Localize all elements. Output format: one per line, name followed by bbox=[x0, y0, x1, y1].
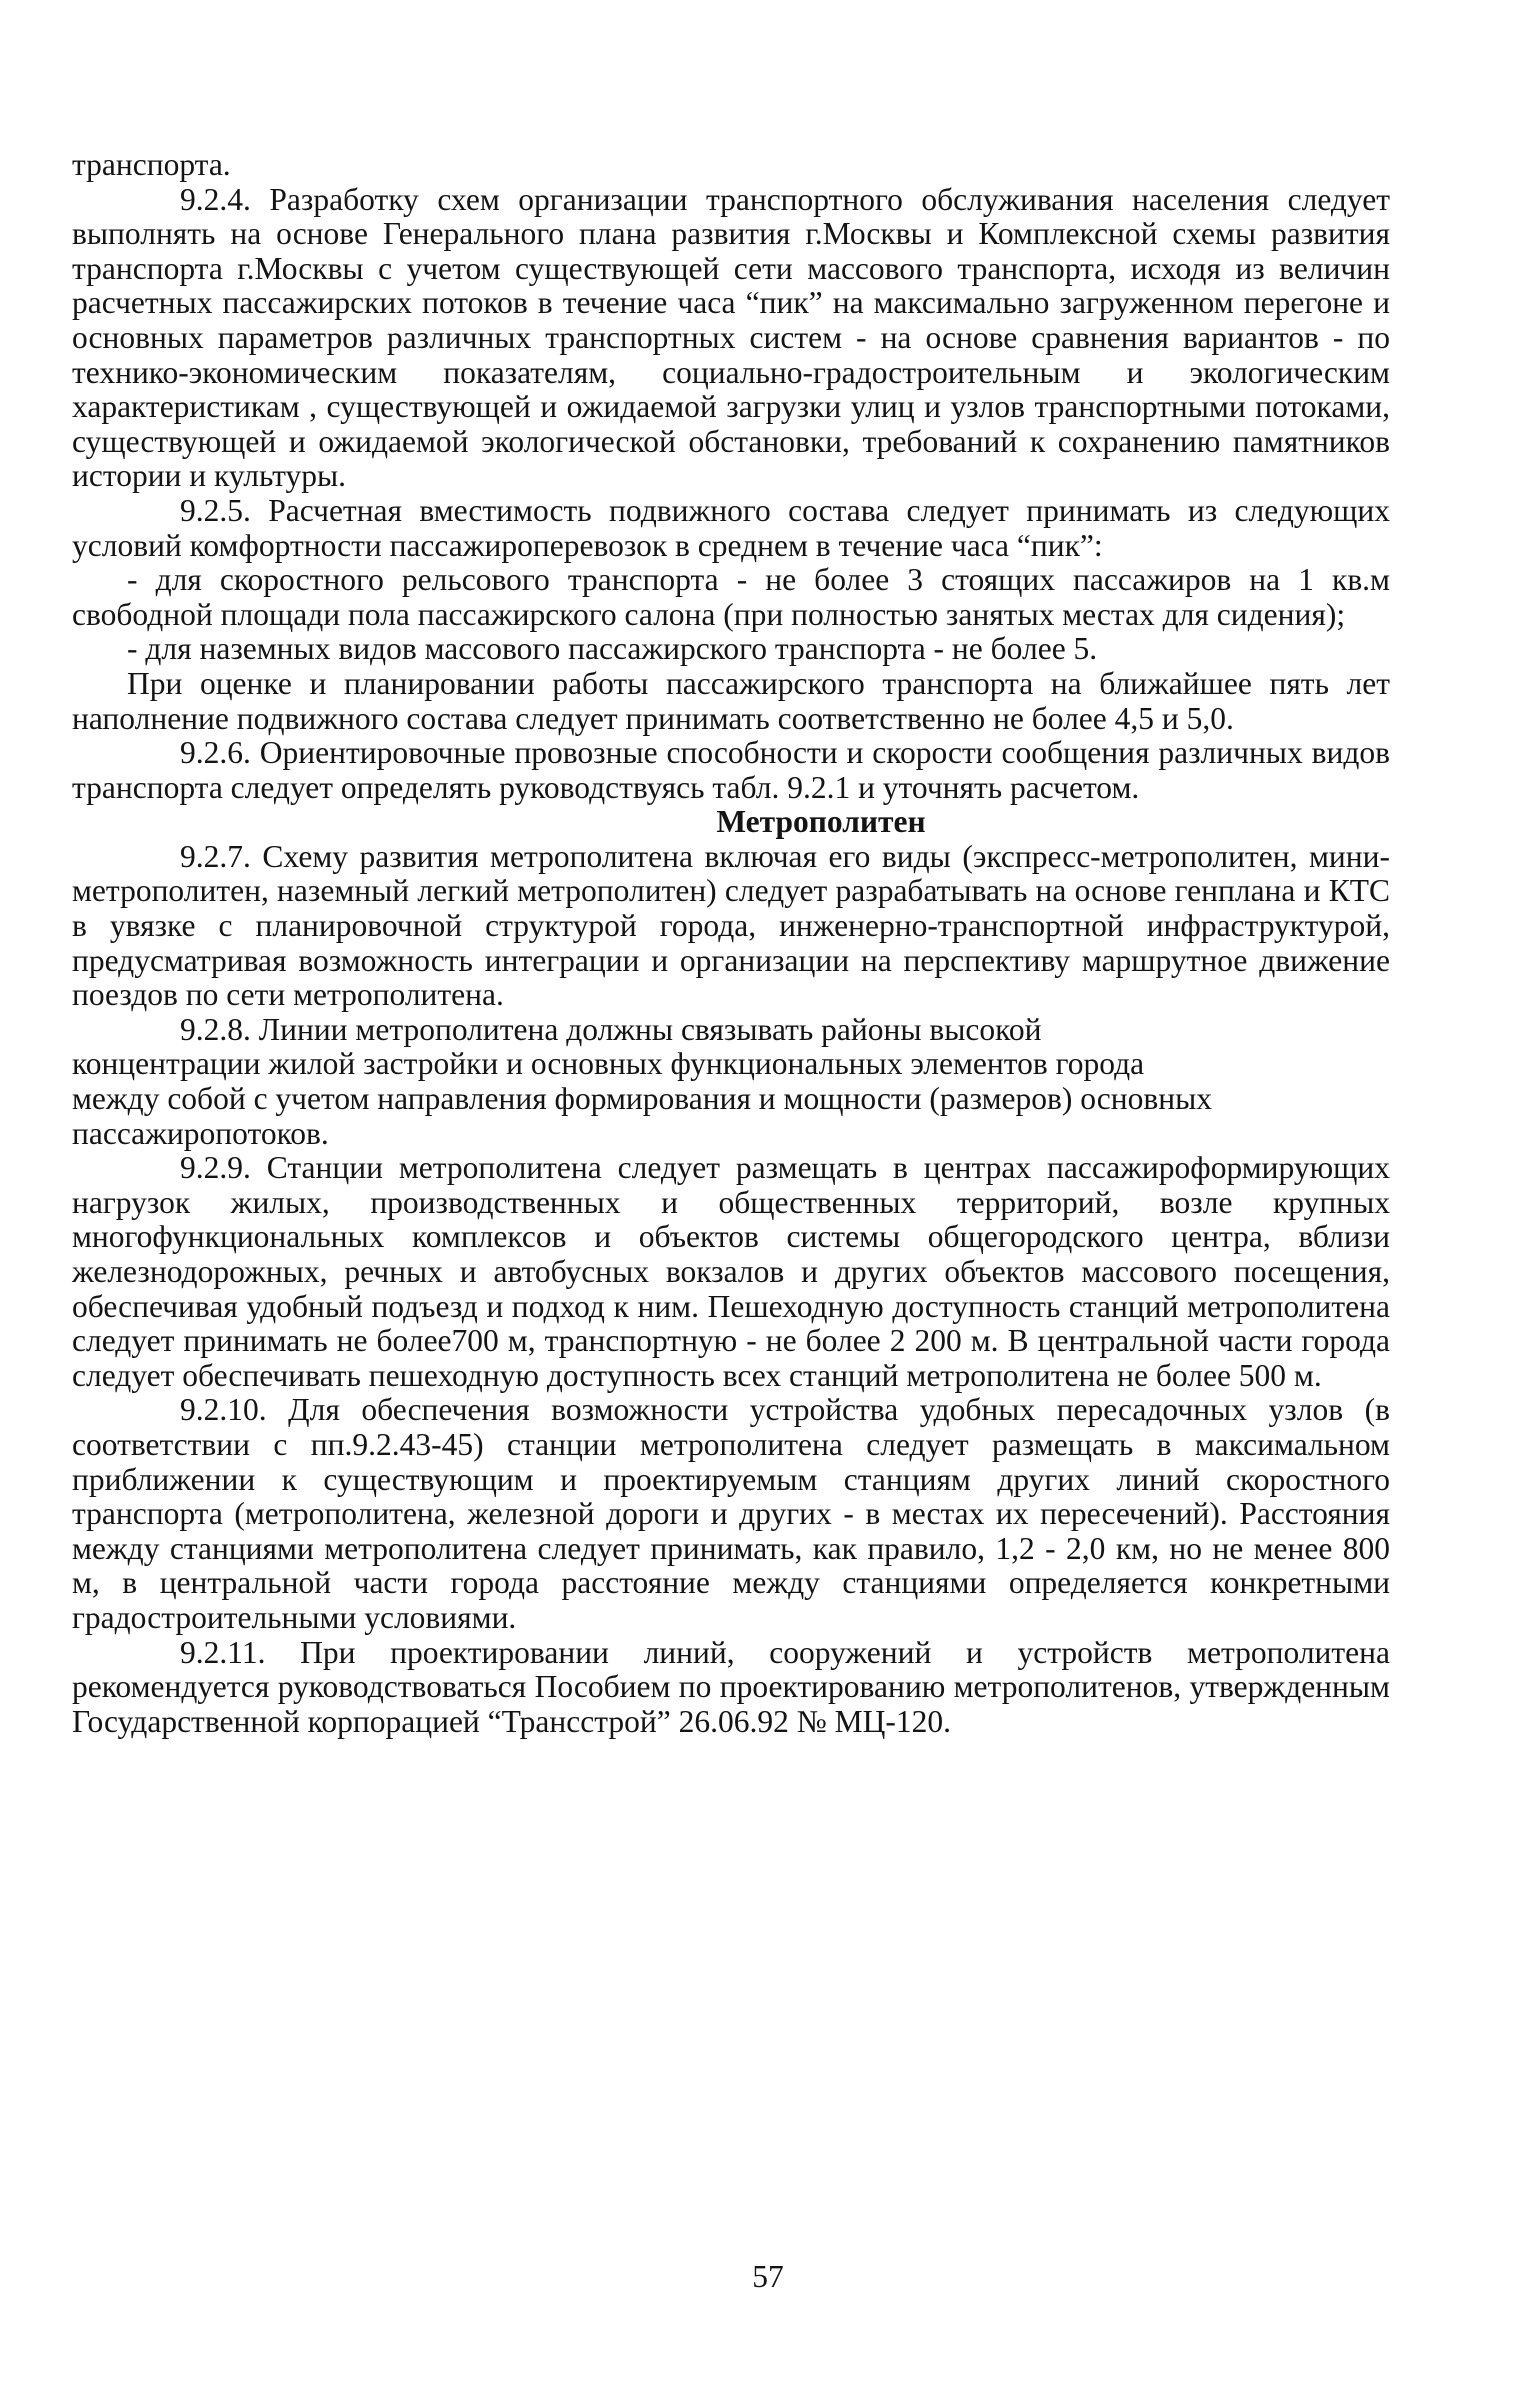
paragraph-9-2-11: 9.2.11. При проектировании линий, сооружений и устройств метрополитена рекомендуется руководствоваться Пособием по проектированию метрополитенов, утвержденным Государственной корпорацией “Трансстрой” 26.06.92 № МЦ-120. bbox=[72, 1634, 1390, 1739]
paragraph-9-2-4: 9.2.4. Разработку схем организации транспортного обслуживания населения следует выполнять на основе Генерального плана развития г.Москвы и Комплексной схемы развития транспорта г.Москвы с учетом существующей сети массового транспорта, исходя из величин расчетных пассажирских потоков в течение часа “пик” на максимально загруженном перегоне и основных параметров различных транспортных систем - на основе сравнения вариантов - по технико-экономическим показателям, социально-градостроительным и экологическим характеристикам , существующей и ожидаемой загрузки улиц и узлов транспортными потоками, существующей и ожидаемой экологической обстановки, требований к сохранению памятников истории и культуры. bbox=[72, 181, 1390, 494]
paragraph-9-2-7: 9.2.7. Схему развития метрополитена включая его виды (экспресс-метрополитен, мини-метрополитен, наземный легкий метрополитен) следует разрабатывать на основе генплана и КТС в увязке с планировочной структурой города, инженерно-транспортной инфраструктурой, предусматривая возможность интеграции и организации на перспективу маршрутное движение поездов по сети метрополитена. bbox=[72, 838, 1390, 1013]
paragraph-9-2-8 bbox=[72, 1013, 1390, 1151]
paragraph-9-2-8-line: между собой с учетом направления формирования и мощности (размеров) основных bbox=[72, 1081, 1212, 1117]
paragraph-9-2-9: 9.2.9. Станции метрополитена следует размещать в центрах пассажироформирующих нагрузок жилых, производственных и общественных территорий, возле крупных многофункциональных комплексов и объектов системы общегородского центра, вблизи железнодорожных, речных и автобусных вокзалов и других объектов массового посещения, обеспечивая удобный подъезд и подход к ним. Пешеходную доступность станций метрополитена следует принимать не более700 м, транспортную - не более 2 200 м. В центральной части города следует обеспечивать пешеходную доступность всех станций метрополитена не более 500 м. bbox=[72, 1150, 1390, 1393]
continued-fragment: транспорта. bbox=[72, 147, 231, 182]
paragraph-9-2-8-line: концентрации жилой застройки и основных функциональных элементов города bbox=[72, 1046, 1145, 1082]
paragraph-estimate: При оценке и планировании работы пассажирского транспорта на ближайшее пять лет наполнение подвижного состава следует принимать соответственно не более 4,5 и 5,0. bbox=[72, 665, 1390, 736]
paragraph-9-2-8-line: 9.2.8. Линии метрополитена должны связывать районы высокой bbox=[180, 1011, 1042, 1047]
paragraph-9-2-6: 9.2.6. Ориентировочные провозные способности и скорости сообщения различных видов транспорта следует определять руководствуясь табл. 9.2.1 и уточнять расчетом. bbox=[72, 735, 1390, 805]
body-text bbox=[72, 148, 1390, 1739]
paragraph-9-2-8-line: пассажиропотоков. bbox=[72, 1115, 329, 1151]
list-item-rail: - для скоростного рельсового транспорта - не более 3 стоящих пассажиров на 1 кв.м свободной площади пола пассажирского салона (при полностью занятых местах для сидения); bbox=[72, 562, 1390, 632]
paragraph-9-2-5: 9.2.5. Расчетная вместимость подвижного состава следует принимать из следующих условий комфортности пассажироперевозок в среднем в течение часа “пик”: bbox=[72, 492, 1390, 563]
list-item-surface: - для наземных видов массового пассажирского транспорта - не более 5. bbox=[127, 631, 1098, 667]
paragraph-9-2-10: 9.2.10. Для обеспечения возможности устройства удобных пересадочных узлов (в соответствии с пп.9.2.43-45) станции метрополитена следует размещать в максимальном приближении к существующим и проектируемым станциям других линий скоростного транспорта (метрополитена, железной дороги и других - в местах их пересечений). Расстояния между станциями метрополитена следует принимать, как правило, 1,2 - 2,0 км, но не менее 800 м, в центральной части города расстояние между станциями определяется конкретными градостроительными условиями. bbox=[72, 1392, 1390, 1635]
section-heading-metro: Метрополитен bbox=[716, 804, 926, 840]
page-number: 57 bbox=[752, 2259, 784, 2294]
